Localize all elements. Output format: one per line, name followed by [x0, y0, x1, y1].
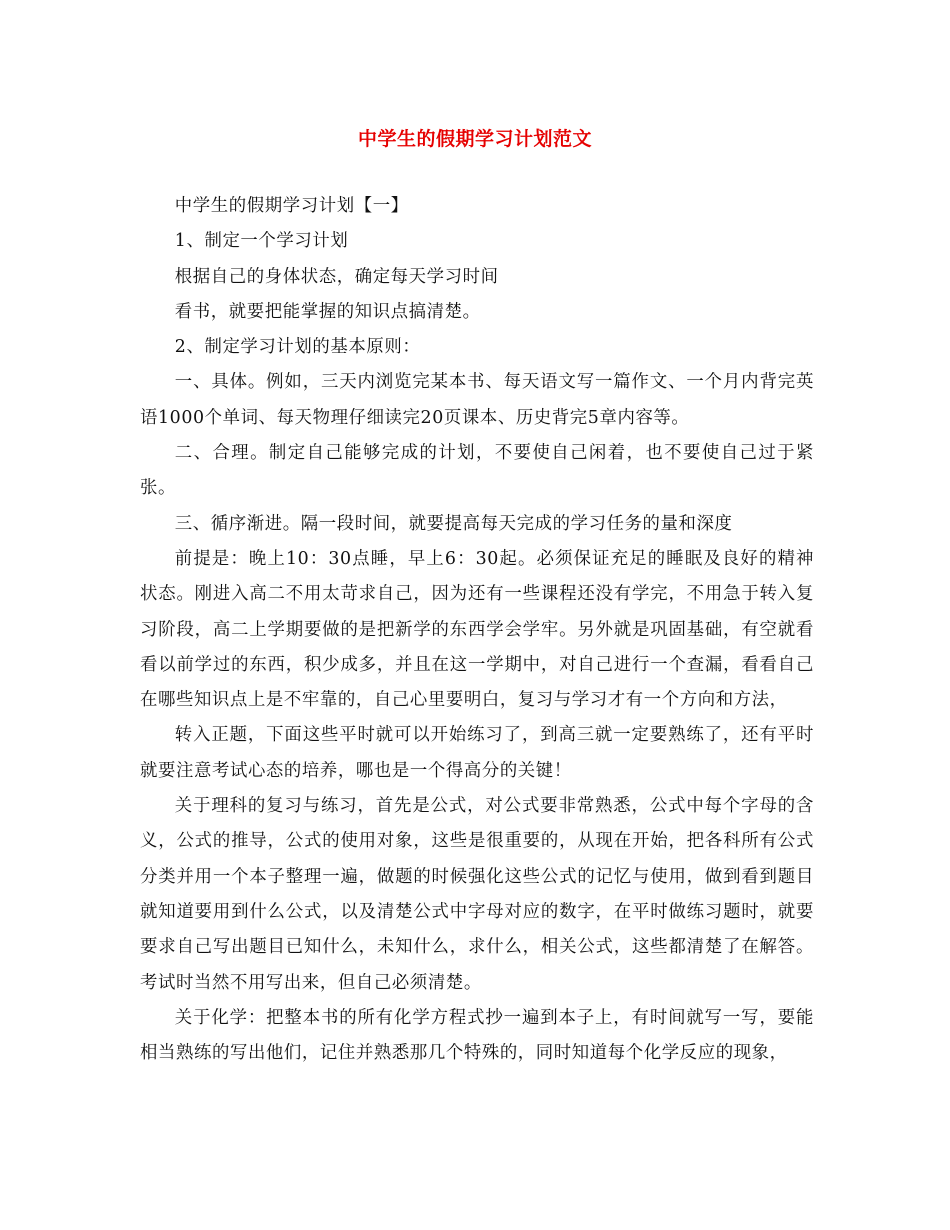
paragraph: 看书，就要把能掌握的知识点搞清楚。 [174, 301, 481, 322]
paragraph: 前提是：晚上10：30点睡，早上6：30起。必须保证充足的睡眠及良好的精神状态。刚进入高二不用太苛求自己，因为还有一些课程还没有学完，不用急于转入复习阶段，高二上学期要做的是把新学的东西学会学牢。另外就是巩固基础，有空就看看以前学过的东西，积少成多，并且在这一学期中，对自己进行一个查漏，看看自己在哪些知识点上是不牢靠的，自己心里要明白，复习与学习才有一个方向和方法， [140, 548, 814, 711]
paragraph: 一、具体。例如，三天内浏览完某本书、每天语文写一篇作文、一个月内背完英语1000个单词、每天物理仔细读完20页课本、历史背完5章内容等。 [140, 372, 814, 428]
paragraph: 关于化学：把整本书的所有化学方程式抄一遍到本子上，有时间就写一写，要能相当熟练的写出他们，记住并熟悉那几个特殊的，同时知道每个化学反应的现象， [140, 1007, 814, 1064]
paragraph: 1、制定一个学习计划 [174, 231, 349, 252]
paragraph: 二、合理。制定自己能够完成的计划，不要使自己闲着，也不要使自己过于紧张。 [140, 443, 814, 499]
paragraph: 根据自己的身体状态，确定每天学习时间 [174, 266, 499, 287]
paragraph: 关于理科的复习与练习，首先是公式，对公式要非常熟悉，公式中每个字母的含义，公式的推导，公式的使用对象，这些是很重要的，从现在开始，把各科所有公式分类并用一个本子整理一遍，做题的时候强化这些公式的记忆与使用，做到看到题目就知道要用到什么公式，以及清楚公式中字母对应的数字，在平时做练习题时，就要要求自己写出题目已知什么，未知什么，求什么，相关公式，这些都清楚了在解答。考试时当然不用写出来，但自己必须清楚。 [140, 796, 814, 993]
paragraph: 三、循序渐进。隔一段时间，就要提高每天完成的学习任务的量和深度 [174, 513, 733, 534]
paragraph: 转入正题，下面这些平时就可以开始练习了，到高三就一定要熟练了，还有平时就要注意考试心态的培养，哪也是一个得高分的关键！ [140, 725, 814, 781]
document-title: 中学生的假期学习计划范文 [357, 128, 592, 150]
paragraph: 2、制定学习计划的基本原则： [174, 337, 421, 358]
paragraph: 中学生的假期学习计划【一】 [174, 196, 409, 216]
document-body [140, 189, 814, 1071]
